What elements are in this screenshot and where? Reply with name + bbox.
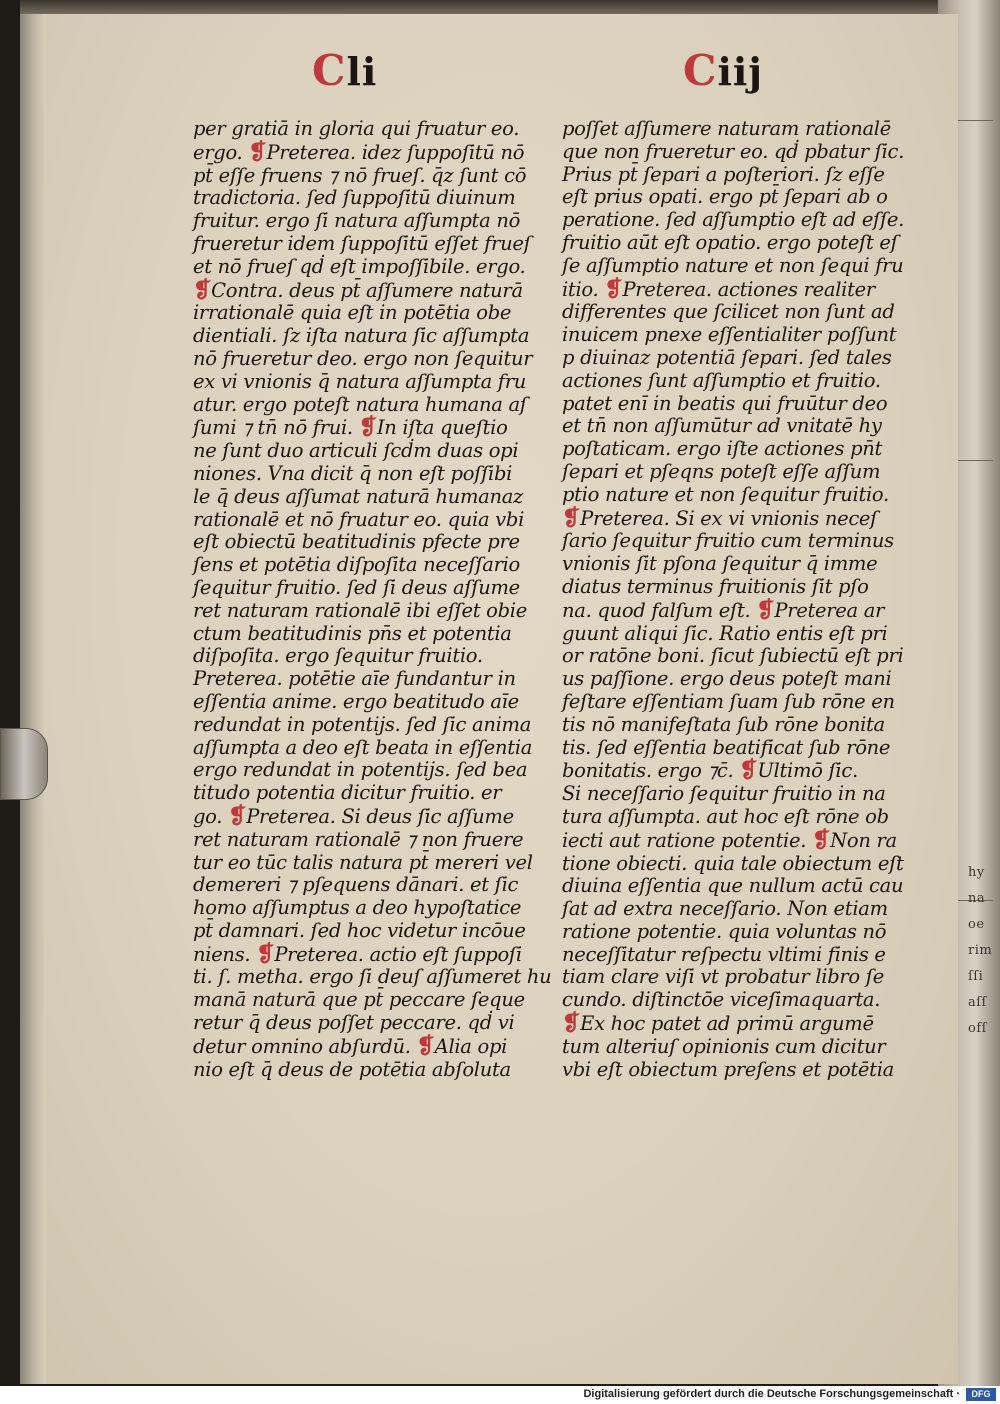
rubric-mark: ❡ [248,138,267,165]
text-line: ſepari et pſeqns poteſt eſſe aſſum [562,459,881,483]
text-line: atur. ergo poteſt natura humana aſ [193,392,527,416]
rubric-mark: ❡ [228,802,247,829]
text-line: ne ſunt duo articuli ſcḋm duas opi [193,439,519,463]
text-line: peratione. ſed aſſumptio eſt ad eſſe. [562,208,905,232]
text-line: detur omnino abſurdū. ❡Alia opi [193,1032,508,1059]
rubric-mark: ❡ [756,596,775,623]
text-line: ratione potentie. quia voluntas nō [562,919,887,943]
text-line: dientiali. ſz iſta natura ſic aſſumpta [193,324,530,348]
text-line: demereri ⁊ pſequens dānari. et ſic [193,873,519,897]
text-line: ergo. ❡Preterea. idez ſuppoſitū nō [193,138,525,165]
text-line: ctum beatitudinis pn̄s et potentia [193,621,512,645]
text-line: pt̄ damnari. ſed hoc videtur incōue [193,918,526,942]
text-line: niones. Vna dicit q̄ non eſt poſſibi [193,461,513,485]
rubric-mark: ❡ [562,504,581,531]
text-line: itio. ❡Preterea. actiones realiter [562,275,875,302]
text-line: tis nō manifeſtata ſub rōne bonita [562,712,885,736]
text-line: diſpoſita. ergo ſequitur fruitio. [193,644,483,668]
footer-bar [0,1386,1000,1404]
text-line: bonitatis. ergo ⁊c̄. ❡Ultimō ſic. [562,757,858,784]
text-line: tiam clare viſi vt probatur libro ſe [562,965,884,989]
text-line: ſumi ⁊ tn̄ nō frui. ❡In iſta queſtio [193,414,508,441]
text-line: ſe aſſumptio nature et non ſequi fru [562,253,904,277]
text-line: ex vi vnionis q̄ natura aſſumpta fru [193,369,526,393]
text-line: vnionis ſit pſona ſequitur q̄ imme [562,552,878,576]
text-line: poſtaticam. ergo iſte actiones pn̄t [562,437,883,461]
text-line: or ratōne boni. ſicut ſubiectū eſt pri [562,644,904,668]
text-line: tum alteriuſ opinionis cum dicitur [562,1034,886,1058]
text-line: retur q̄ deus poſſet peccare. qḋ vi [193,1011,515,1035]
text-line: Prius pt̄ ſepari a poſteriori. ſz eſſe [562,162,885,186]
text-line: fruitur. ergo ſi natura aſſumpta nō [193,209,521,233]
left-text-column [193,117,552,1081]
text-line: ❡Contra. deus pt̄ aſſumere naturā [193,276,523,303]
text-line: manā naturā que pt̄ peccare ſeque [193,988,525,1012]
text-line: diatus terminus fruitionis ſit pſo [562,574,869,598]
text-line: ſequitur fruitio. ſed ſi deus aſſume [193,575,520,599]
text-line: go. ❡Preterea. Si deus ſic aſſume [193,802,514,829]
text-line: tione obiecti. quia tale obiectum eſt [562,851,904,875]
rubric-mark: ❡ [739,757,758,784]
text-line: ſat ad extra neceſſario. Non etiam [562,897,888,921]
text-line: ſens et potētia diſpoſita neceſſario [193,553,520,577]
text-line: aſſumpta a deo eſt beata in eſſentia [193,735,533,759]
text-line: na. quod falſum eſt. ❡Preterea ar [562,596,885,623]
text-line: iecti aut ratione potentie. ❡Non ra [562,826,897,853]
text-line: nio eſt q̄ deus de potētia abſoluta [193,1057,511,1081]
text-line: tur eo tūc talis natura pt̄ mereri vel [193,850,533,874]
text-line: guunt aliqui ſic. Ratio entis eſt pri [562,621,888,645]
text-line: per gratiā in gloria qui fruatur eo. [193,117,520,140]
text-line: et nō frueſ qḋ eſt impoſſibile. ergo. [193,254,526,278]
text-line: eſt prius opati. ergo pt̄ ſepari ab o [562,185,888,209]
text-line: ❡Ex hoc patet ad primū argumē [562,1010,874,1037]
text-line: vbi eſt obiectum preſens et potētia [562,1057,894,1081]
text-line: tis. ſed eſſentia beatificat ſub rōne [562,735,891,759]
right-text-column [562,118,907,1081]
text-line: tradictoria. ſed ſuppoſitū diuinum [193,186,516,210]
text-line: ſario ſequitur fruitio cum terminus [562,529,894,553]
facing-page-fragment: hy na oe rim ſſi aſſ ofſ [968,865,993,1036]
text-line: ret naturam rationalē ibi eſſet obie [193,598,527,622]
text-line: titudo potentia dicitur fruitio. er [193,781,502,805]
rubric-mark: ❡ [416,1032,435,1059]
text-line: actiones ſunt aſſumptio et fruitio. [562,368,881,392]
folio-number: iij [717,49,764,94]
text-line: differentes que ſcilicet non ſunt ad [562,300,895,324]
text-line: homo aſſumptus a deo hypoſtatice [193,896,522,920]
rubric-mark: ❡ [256,940,275,967]
text-line: ptio nature et non ſequitur fruitio. [562,482,889,506]
text-line: inuicem pnexe eſſentialiter poſſunt [562,323,897,347]
text-line: ergo redundat in potentijs. ſed bea [193,758,528,782]
text-line: Preterea. potētie aīe fundantur in [193,667,516,691]
text-line: patet enī in beatis qui fruūtur deo [562,391,888,415]
text-line: tura aſſumpta. aut hoc eſt rōne ob [562,804,889,828]
rubric-initial: C [683,46,718,95]
text-line: ret naturam rationalē ⁊ non fruere [193,827,524,851]
text-line: fruitio aūt eſt opatio. ergo poteſt eſ [562,230,898,254]
text-line: neceſſitatur reſpectu vltimi finis e [562,942,886,966]
rubric-mark: ❡ [812,826,831,853]
text-line: redundat in potentijs. ſed ſic anima [193,712,532,736]
book-clasp [0,728,48,800]
text-line: poſſet aſſumere naturam rationalē [562,117,891,140]
text-line: niens. ❡Preterea. actio eſt ſuppoſi [193,940,522,967]
text-line: ❡Preterea. Si ex vi vnionis neceſ [562,504,878,531]
text-line: eſſentia anime. ergo beatitudo aīe [193,689,519,713]
rubric-mark: ❡ [358,414,377,441]
rubric-mark: ❡ [604,275,623,302]
folio-header-right [683,46,763,95]
text-line: rationalē et nō fruatur eo. quia vbi [193,507,525,531]
text-line: irrationalē quia eſt in potētia obe [193,301,512,325]
text-line: nō frueretur deo. ergo non ſequitur [193,346,533,370]
folio-header-left [312,46,377,95]
rubric-mark: ❡ [193,276,212,303]
text-line: diuina eſſentia que nullum actū cau [562,874,904,898]
book-gutter [20,14,46,1384]
text-line: que non frueretur eo. qḋ pbatur ſic. [562,139,905,163]
text-line: feſtare eſſentiam ſuam ſub rōne en [562,689,895,713]
text-line: us paſſione. ergo deus poteſt mani [562,667,892,691]
rubric-mark: ❡ [562,1010,581,1037]
text-line: eſt obiectū beatitudinis pfecte pre [193,530,520,554]
text-line: frueretur idem ſuppoſitū eſſet frueſ [193,231,531,255]
text-line: le q̄ deus aſſumat naturā humanaz [193,484,524,508]
dfg-logo: DFG [966,1388,996,1401]
text-line: et tn̄ non aſſumūtur ad vnitatē hy [562,414,882,438]
text-line: cundo. diſtinctōe viceſimaquarta. [562,988,881,1012]
rubric-initial: C [312,46,347,95]
text-line: Si neceſſario ſequitur fruitio in na [562,782,886,806]
folio-label: li [346,49,378,94]
text-line: p diuinaz potentiā ſepari. ſed tales [562,345,892,369]
text-line: pt̄ eſſe fruens ⁊ nō frueſ. q̄z ſunt cō [193,163,527,187]
text-line: ti. ſ. metha. ergo ſi deuſ aſſumeret hu [193,965,552,989]
funding-credit: Digitalisierung gefördert durch die Deutsche Forschungsgemeinschaft · [583,1388,960,1400]
